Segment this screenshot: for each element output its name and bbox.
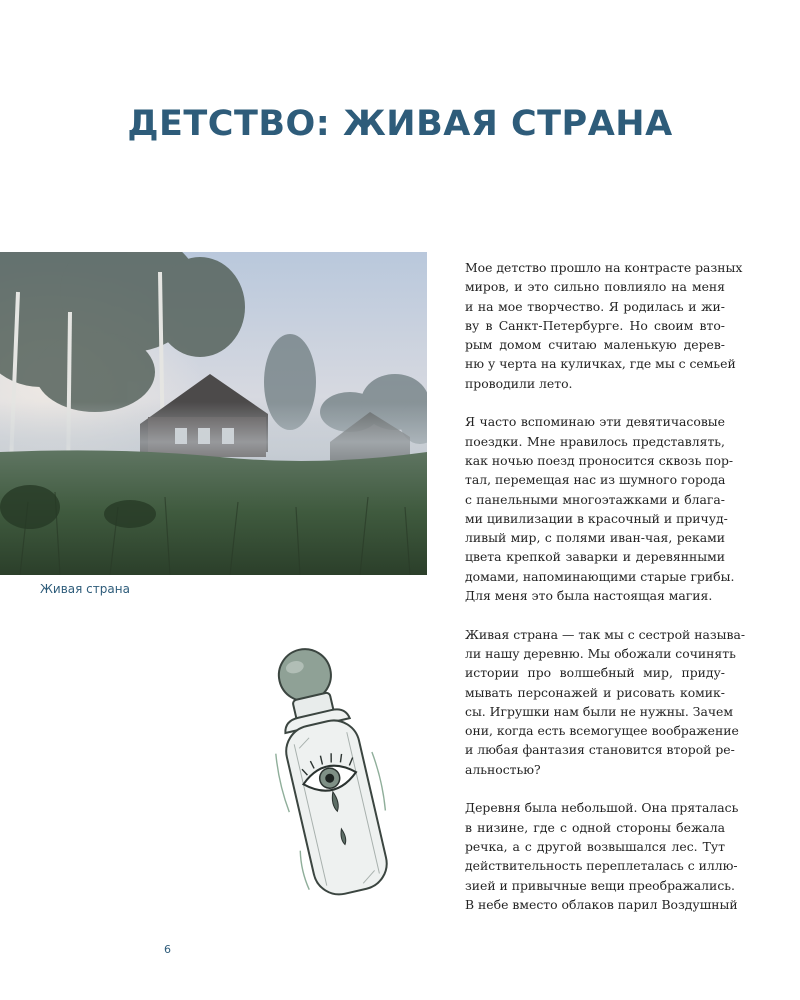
page-title: ДЕТСТВО: ЖИВАЯ СТРАНА (127, 104, 673, 144)
text-line: мывать персонажей и рисовать комик- (465, 684, 725, 700)
text-line: и на мое творчество. Я родилась и жи- (465, 298, 725, 314)
text-line: проводили лето. (465, 375, 573, 391)
text-line: Я часто вспоминаю эти девятичасовые (465, 414, 725, 430)
text-line: ми цивилизации в красочный и причуд- (465, 510, 728, 526)
text-line: они, когда есть всемогущее воображение (465, 723, 739, 739)
photo-caption: Живая страна (40, 582, 130, 596)
text-line: тал, перемещая нас из шумного города (465, 472, 726, 488)
text-line: ву в Санкт-Петербурге. Но своим вто- (465, 317, 725, 333)
text-line: с панельными многоэтажками и блага- (465, 491, 725, 507)
bottle-with-eye-icon (258, 640, 420, 908)
text-line: миров, и это сильно повлияло на меня (465, 279, 725, 295)
text-line: Деревня была небольшой. Она пряталась (465, 800, 739, 816)
text-line: и любая фантазия становится второй ре- (465, 742, 735, 758)
text-line: ли нашу деревню. Мы обожали сочинять (465, 645, 736, 661)
village-photo (0, 252, 427, 575)
paragraph-3 (465, 625, 746, 779)
paragraph-1 (465, 258, 743, 393)
text-line: зией и привычные вещи преображались. (465, 877, 735, 893)
paragraph-4 (465, 798, 739, 914)
text-line: Живая страна — так мы с сестрой называ- (465, 626, 746, 642)
paragraph-2 (465, 412, 735, 605)
text-line: В небе вместо облаков парил Воздушный (465, 896, 738, 912)
text-line: альностью? (465, 761, 541, 777)
body-text (465, 258, 746, 933)
text-line: Для меня это была настоящая магия. (465, 588, 713, 604)
text-line: ню у черта на куличках, где мы с семьей (465, 356, 736, 372)
text-line: как ночью поезд проносится сквозь пор- (465, 452, 734, 468)
text-line: поездки. Мне нравилось представлять, (465, 433, 725, 449)
text-line: действительность переплеталась с иллю- (465, 858, 738, 874)
text-line: сы. Игрушки нам были не нужны. Зачем (465, 703, 734, 719)
text-line: домами, напоминающими старые грибы. (465, 568, 735, 584)
page-number: 6 (164, 943, 171, 956)
text-line: речка, а с другой возвышался лес. Тут (465, 838, 725, 854)
text-line: цвета крепкой заварки и деревянными (465, 549, 725, 565)
text-line: рым домом считаю маленькую дерев- (465, 337, 725, 353)
text-line: в низине, где с одной стороны бежала (465, 819, 725, 835)
text-line: Мое детство прошло на контрасте разных (465, 260, 743, 275)
text-line: истории про волшебный мир, приду- (465, 665, 725, 681)
text-line: ливый мир, с полями иван-чая, реками (465, 530, 725, 546)
